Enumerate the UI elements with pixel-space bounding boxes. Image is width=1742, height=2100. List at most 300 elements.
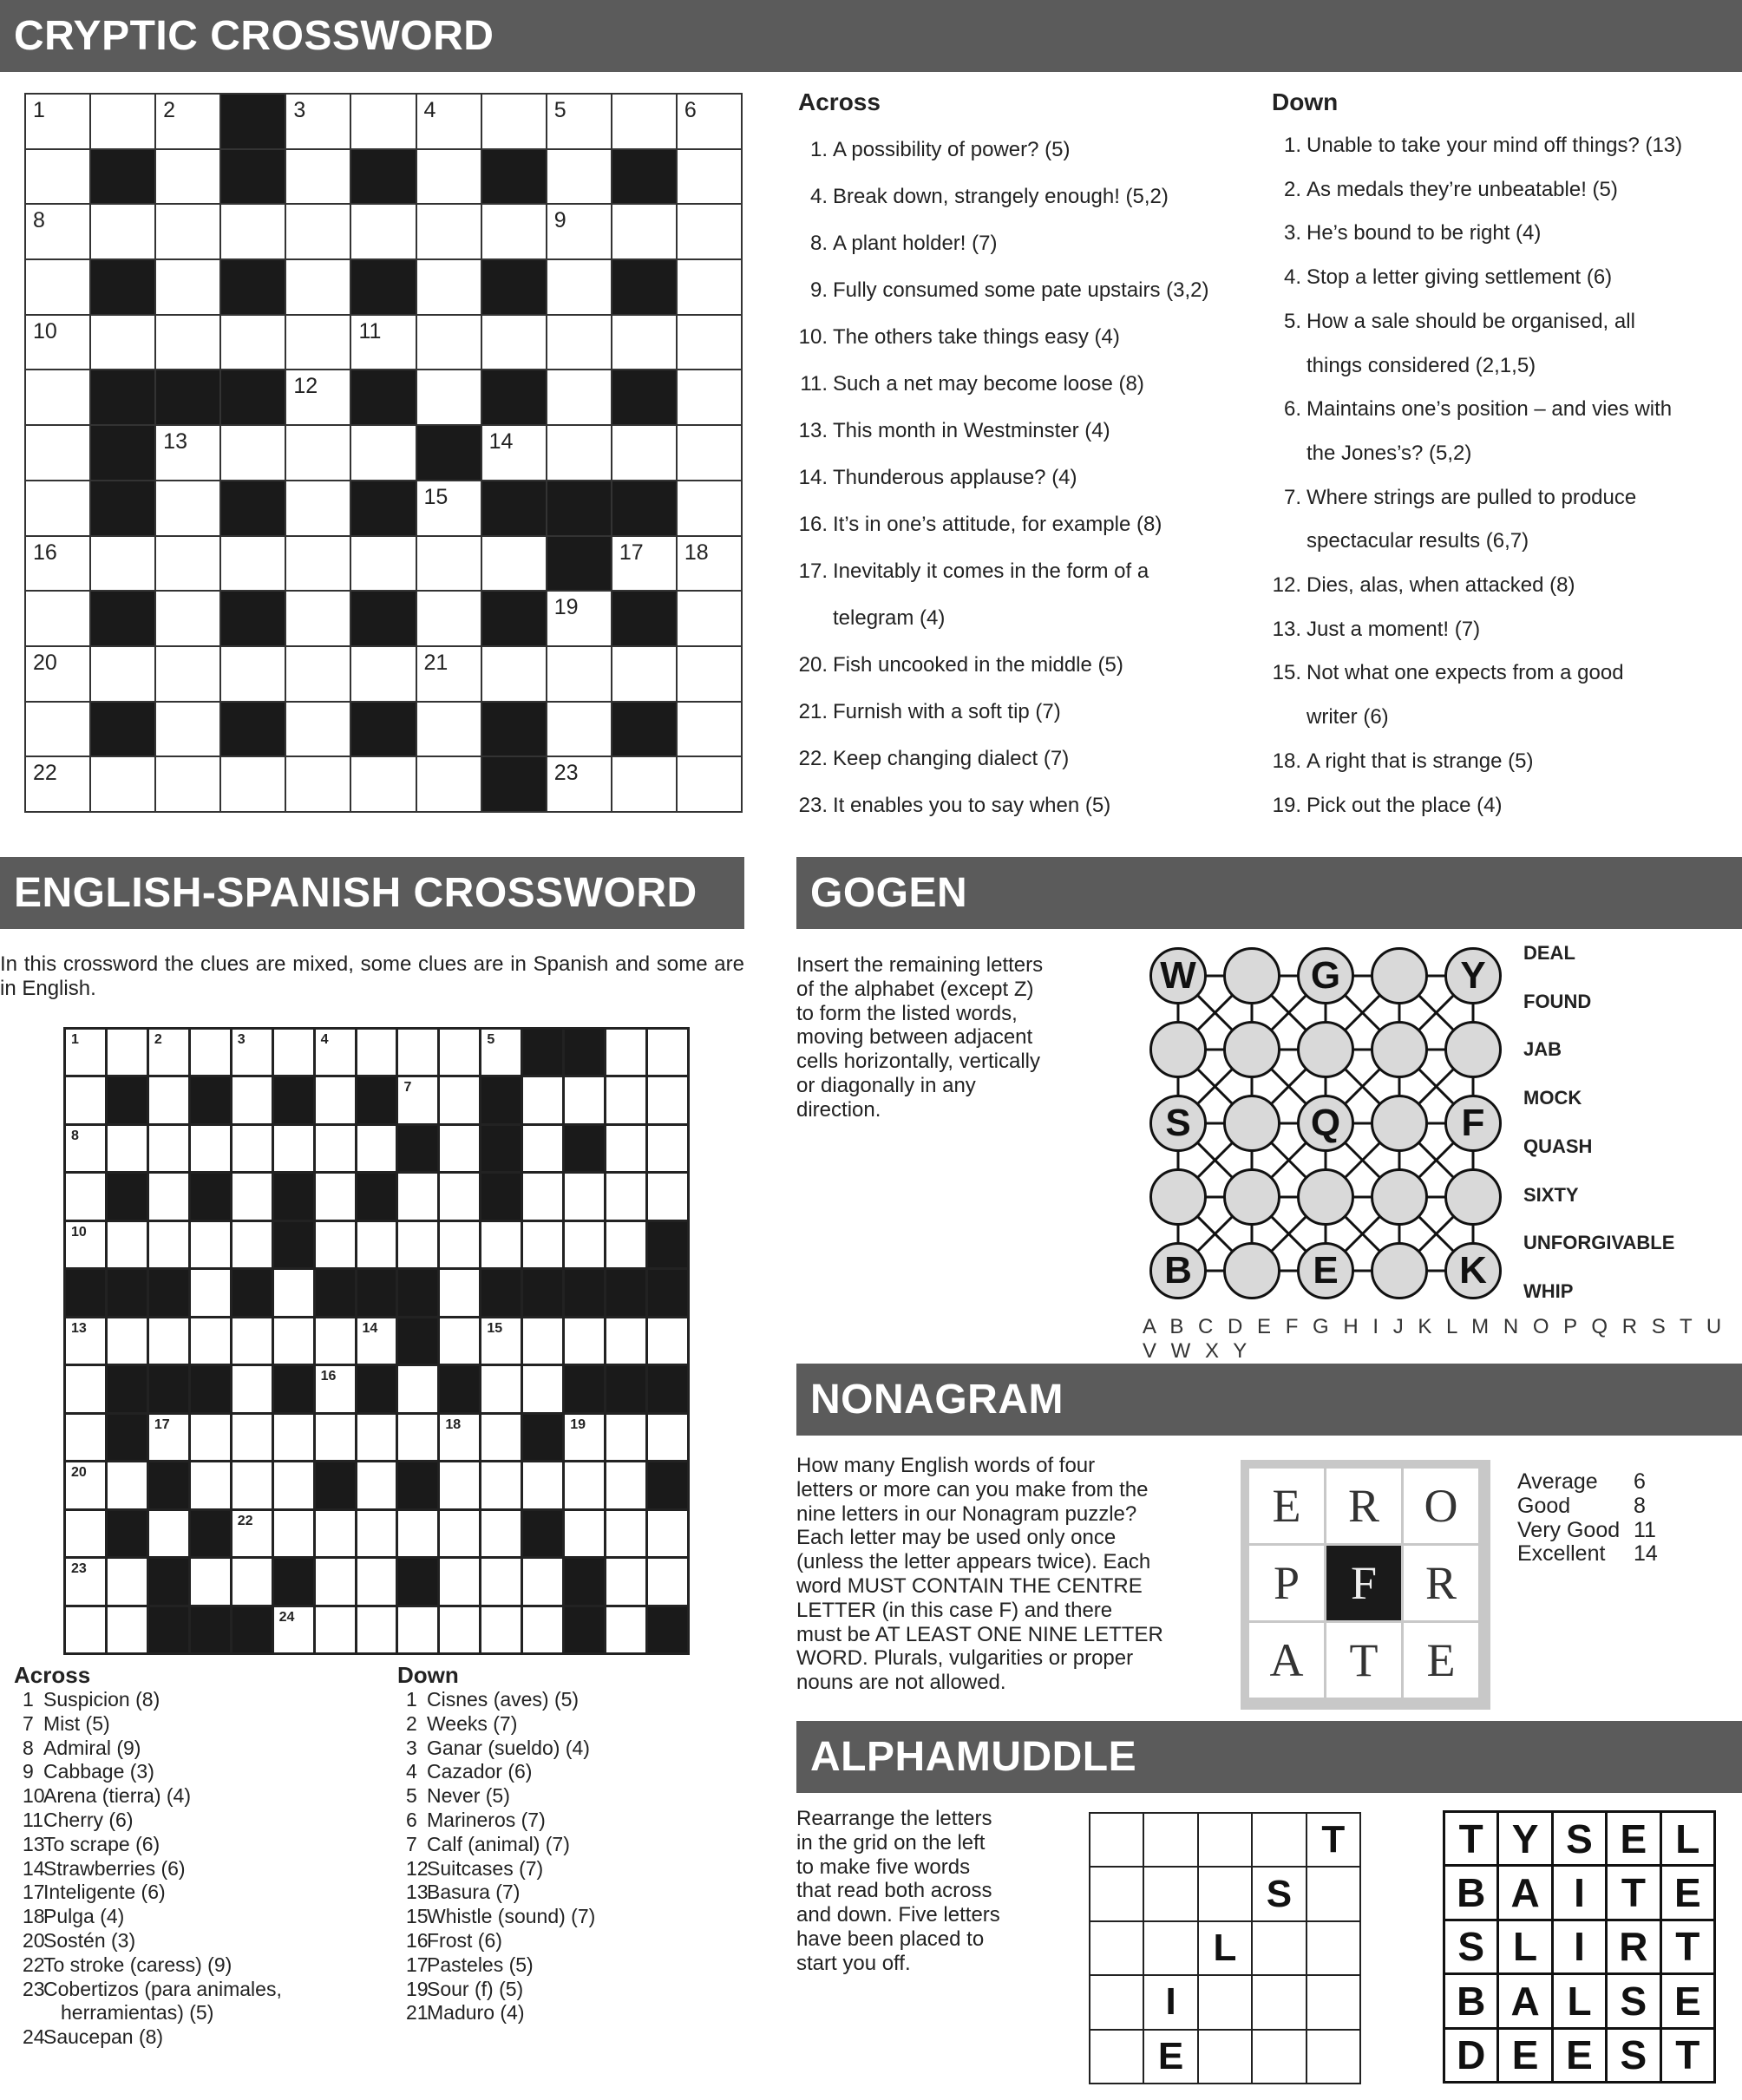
crossword-cell[interactable] [66,1607,108,1655]
crossword-cell[interactable] [482,647,547,703]
black-square [482,592,547,647]
empty-cell[interactable] [1090,1868,1144,1921]
crossword-cell[interactable] [547,370,612,426]
crossword-cell[interactable] [91,537,156,592]
crossword-cell[interactable] [678,205,743,260]
empty-cell[interactable] [1253,1814,1306,1868]
crossword-cell[interactable] [66,1030,108,1077]
crossword-cell[interactable] [232,1030,274,1077]
empty-cell[interactable] [1199,1976,1253,2030]
crossword-cell[interactable] [482,205,547,260]
crossword-cell[interactable] [398,1366,440,1414]
gogen-empty-cell[interactable] [1371,1242,1428,1299]
crossword-cell[interactable] [357,1318,399,1366]
crossword-cell[interactable] [606,1077,648,1125]
instruction-line: LETTER (in this case F) and there [796,1598,1113,1622]
crossword-cell[interactable] [417,703,482,758]
crossword-cell[interactable] [440,1030,481,1077]
clue-heading: Across [14,1662,91,1688]
empty-cell[interactable] [1253,2031,1306,2084]
crossword-cell[interactable] [678,426,743,481]
crossword-cell[interactable] [156,95,221,150]
crossword-cell[interactable] [547,592,612,647]
clue-text: Strawberries (6) [43,1856,186,1880]
crossword-cell[interactable] [481,1511,523,1559]
empty-cell[interactable] [1253,1922,1306,1976]
gogen-empty-cell[interactable] [1371,947,1428,1004]
crossword-cell[interactable] [286,592,351,647]
crossword-cell[interactable] [417,260,482,316]
crossword-cell[interactable] [547,316,612,371]
crossword-cell[interactable] [547,205,612,260]
crossword-cell[interactable] [221,757,286,813]
crossword-cell[interactable] [286,537,351,592]
crossword-cell[interactable] [191,1559,232,1606]
crossword-cell[interactable] [357,1607,399,1655]
crossword-cell[interactable] [26,316,91,371]
crossword-cell[interactable] [91,757,156,813]
crossword-cell[interactable] [678,95,743,150]
crossword-cell[interactable] [156,703,221,758]
crossword-cell[interactable] [565,1318,606,1366]
crossword-cell[interactable] [316,1415,357,1462]
crossword-cell[interactable] [398,1222,440,1270]
crossword-cell[interactable] [156,316,221,371]
crossword-cell[interactable] [440,1511,481,1559]
crossword-cell[interactable] [316,1559,357,1606]
crossword-cell[interactable] [66,1077,108,1125]
gogen-empty-cell[interactable] [1371,1095,1428,1152]
empty-cell[interactable] [1199,1814,1253,1868]
crossword-cell[interactable] [286,370,351,426]
crossword-cell[interactable] [26,150,91,206]
crossword-cell[interactable] [66,1126,108,1174]
crossword-cell[interactable] [286,95,351,150]
crossword-cell[interactable] [606,1559,648,1606]
crossword-cell[interactable] [286,426,351,481]
clue-number: 10. [798,325,828,349]
crossword-cell[interactable] [286,316,351,371]
crossword-cell[interactable] [606,1318,648,1366]
crossword-cell[interactable] [91,205,156,260]
gogen-empty-cell[interactable] [1444,1168,1502,1226]
crossword-cell[interactable] [26,426,91,481]
crossword-cell[interactable] [606,1462,648,1510]
crossword-cell[interactable] [612,647,678,703]
crossword-cell[interactable] [232,1415,274,1462]
crossword-cell[interactable] [66,1511,108,1559]
crossword-cell[interactable] [648,1511,690,1559]
crossword-cell[interactable] [156,757,221,813]
crossword-cell[interactable] [612,757,678,813]
crossword-cell[interactable] [274,1511,316,1559]
empty-cell[interactable] [1307,1976,1361,2030]
crossword-cell[interactable] [523,1462,565,1510]
crossword-cell[interactable] [351,757,416,813]
crossword-cell[interactable] [523,1174,565,1221]
crossword-cell[interactable] [648,1077,690,1125]
crossword-cell[interactable] [606,1222,648,1270]
empty-cell[interactable] [1144,1922,1198,1976]
crossword-cell[interactable] [417,647,482,703]
crossword-cell[interactable] [232,1126,274,1174]
crossword-cell[interactable] [232,1366,274,1414]
empty-cell[interactable] [1144,1814,1198,1868]
crossword-cell[interactable] [440,1126,481,1174]
crossword-cell[interactable] [440,1559,481,1606]
crossword-cell[interactable] [91,316,156,371]
gogen-letter-cell: W [1149,947,1207,1004]
crossword-cell[interactable] [66,1222,108,1270]
crossword-cell[interactable] [481,1415,523,1462]
gogen-empty-cell[interactable] [1149,1168,1207,1226]
crossword-cell[interactable] [523,1077,565,1125]
empty-cell[interactable] [1090,2031,1144,2084]
crossword-cell[interactable] [26,481,91,537]
crossword-cell[interactable] [547,647,612,703]
empty-cell[interactable] [1090,1922,1144,1976]
crossword-cell[interactable] [417,150,482,206]
crossword-cell[interactable] [357,1511,399,1559]
crossword-cell[interactable] [482,537,547,592]
instruction-line: word MUST CONTAIN THE CENTRE [796,1573,1143,1598]
crossword-cell[interactable] [547,703,612,758]
crossword-cell[interactable] [357,1222,399,1270]
crossword-cell[interactable] [316,1318,357,1366]
crossword-cell[interactable] [351,426,416,481]
crossword-cell[interactable] [91,95,156,150]
crossword-cell[interactable] [606,1511,648,1559]
crossword-cell[interactable] [440,1415,481,1462]
crossword-cell[interactable] [232,1222,274,1270]
crossword-cell[interactable] [565,1415,606,1462]
crossword-cell[interactable] [286,647,351,703]
black-square [351,703,416,758]
crossword-cell[interactable] [440,1174,481,1221]
crossword-cell[interactable] [357,1559,399,1606]
crossword-cell[interactable] [149,1415,191,1462]
crossword-cell[interactable] [316,1222,357,1270]
crossword-cell[interactable] [286,757,351,813]
crossword-cell[interactable] [286,481,351,537]
crossword-cell[interactable] [191,1415,232,1462]
clue-item [793,267,1209,314]
crossword-cell[interactable] [316,1174,357,1221]
crossword-cell[interactable] [274,1030,316,1077]
empty-cell[interactable] [1307,2031,1361,2084]
crossword-cell[interactable] [417,205,482,260]
crossword-cell[interactable] [417,95,482,150]
gogen-empty-cell[interactable] [1371,1168,1428,1226]
empty-cell[interactable] [1253,1976,1306,2030]
crossword-cell[interactable] [66,1415,108,1462]
crossword-cell[interactable] [316,1030,357,1077]
crossword-cell[interactable] [523,1126,565,1174]
crossword-cell[interactable] [678,647,743,703]
crossword-cell[interactable] [191,1126,232,1174]
crossword-cell[interactable] [648,1559,690,1606]
crossword-cell[interactable] [417,481,482,537]
crossword-cell[interactable] [678,481,743,537]
gogen-empty-cell[interactable] [1297,1168,1354,1226]
crossword-cell[interactable] [565,1511,606,1559]
crossword-cell[interactable] [191,1318,232,1366]
crossword-cell[interactable] [156,205,221,260]
gogen-empty-cell[interactable] [1444,1021,1502,1078]
crossword-cell[interactable] [417,757,482,813]
crossword-cell[interactable] [606,1415,648,1462]
crossword-cell[interactable] [440,1270,481,1318]
crossword-cell[interactable] [232,1174,274,1221]
crossword-cell[interactable] [648,1126,690,1174]
crossword-cell[interactable] [274,1462,316,1510]
crossword-cell[interactable] [26,703,91,758]
crossword-cell[interactable] [316,1366,357,1414]
black-square [612,260,678,316]
crossword-cell[interactable] [612,205,678,260]
crossword-cell[interactable] [648,1318,690,1366]
gogen-empty-cell[interactable] [1223,947,1280,1004]
crossword-cell[interactable] [26,370,91,426]
crossword-cell[interactable] [91,647,156,703]
crossword-cell[interactable] [523,1559,565,1606]
crossword-cell[interactable] [108,1318,149,1366]
gogen-empty-cell[interactable] [1223,1242,1280,1299]
crossword-cell[interactable] [156,537,221,592]
crossword-cell[interactable] [482,316,547,371]
crossword-cell[interactable] [149,1174,191,1221]
gogen-empty-cell[interactable] [1149,1021,1207,1078]
empty-cell[interactable] [1199,2031,1253,2084]
crossword-cell[interactable] [191,1222,232,1270]
crossword-cell[interactable] [149,1030,191,1077]
crossword-cell[interactable] [274,1415,316,1462]
crossword-cell[interactable] [351,316,416,371]
crossword-cell[interactable] [678,592,743,647]
crossword-cell[interactable] [417,370,482,426]
crossword-cell[interactable] [274,1270,316,1318]
crossword-cell[interactable] [26,647,91,703]
letter-cell: T [1662,1921,1716,1975]
crossword-cell[interactable] [286,150,351,206]
crossword-cell[interactable] [149,1511,191,1559]
crossword-cell[interactable] [565,1077,606,1125]
crossword-cell[interactable] [286,205,351,260]
crossword-cell[interactable] [398,1607,440,1655]
crossword-cell[interactable] [440,1318,481,1366]
crossword-cell[interactable] [351,647,416,703]
crossword-cell[interactable] [26,592,91,647]
crossword-cell[interactable] [481,1559,523,1606]
gogen-empty-cell[interactable] [1223,1168,1280,1226]
crossword-cell[interactable] [565,1174,606,1221]
crossword-cell[interactable] [606,1030,648,1077]
crossword-cell[interactable] [565,1222,606,1270]
crossword-cell[interactable] [274,1607,316,1655]
crossword-cell[interactable] [156,592,221,647]
crossword-cell[interactable] [678,370,743,426]
crossword-cell[interactable] [232,1077,274,1125]
crossword-cell[interactable] [149,1318,191,1366]
crossword-cell[interactable] [547,150,612,206]
crossword-cell[interactable] [612,316,678,371]
crossword-cell[interactable] [66,1174,108,1221]
crossword-cell[interactable] [191,1030,232,1077]
crossword-cell[interactable] [232,1318,274,1366]
crossword-cell[interactable] [156,481,221,537]
empty-cell[interactable] [1307,1868,1361,1921]
clue-number: 1 [33,98,45,122]
clue-text: This month in Westminster (4) [833,419,1110,442]
gogen-empty-cell[interactable] [1371,1021,1428,1078]
clue-text: Marineros (7) [427,1808,546,1831]
crossword-cell[interactable] [612,537,678,592]
crossword-cell[interactable] [357,1462,399,1510]
crossword-cell[interactable] [108,1030,149,1077]
crossword-cell[interactable] [156,150,221,206]
clue-text: Inevitably it comes in the form of a [833,559,1149,583]
crossword-cell[interactable] [678,150,743,206]
crossword-cell[interactable] [351,95,416,150]
crossword-cell[interactable] [481,1366,523,1414]
crossword-cell[interactable] [606,1174,648,1221]
crossword-cell[interactable] [274,1126,316,1174]
crossword-cell[interactable] [286,703,351,758]
crossword-cell[interactable] [351,537,416,592]
crossword-cell[interactable] [482,95,547,150]
crossword-cell[interactable] [398,1174,440,1221]
crossword-cell[interactable] [678,537,743,592]
crossword-cell[interactable] [678,703,743,758]
crossword-cell[interactable] [417,316,482,371]
crossword-cell[interactable] [108,1126,149,1174]
empty-cell[interactable] [1199,1868,1253,1921]
crossword-cell[interactable] [108,1607,149,1655]
crossword-cell[interactable] [357,1126,399,1174]
crossword-cell[interactable] [156,426,221,481]
crossword-cell[interactable] [440,1462,481,1510]
crossword-cell[interactable] [316,1607,357,1655]
crossword-cell[interactable] [547,757,612,813]
crossword-cell[interactable] [26,757,91,813]
crossword-cell[interactable] [678,316,743,371]
crossword-cell[interactable] [316,1077,357,1125]
crossword-cell[interactable] [221,316,286,371]
crossword-cell[interactable] [440,1077,481,1125]
crossword-cell[interactable] [440,1607,481,1655]
crossword-cell[interactable] [523,1318,565,1366]
crossword-cell[interactable] [482,426,547,481]
crossword-cell[interactable] [547,260,612,316]
crossword-cell[interactable] [156,260,221,316]
clue-number: 18 [445,1416,462,1432]
crossword-cell[interactable] [232,1559,274,1606]
crossword-cell[interactable] [481,1607,523,1655]
crossword-cell[interactable] [108,1559,149,1606]
crossword-cell[interactable] [547,95,612,150]
crossword-cell[interactable] [26,205,91,260]
crossword-cell[interactable] [156,647,221,703]
crossword-cell[interactable] [417,592,482,647]
crossword-cell[interactable] [481,1318,523,1366]
crossword-cell[interactable] [286,260,351,316]
crossword-cell[interactable] [26,260,91,316]
crossword-cell[interactable] [481,1222,523,1270]
crossword-cell[interactable] [440,1222,481,1270]
gogen-empty-cell[interactable] [1223,1021,1280,1078]
gogen-letter-cell: Y [1444,947,1502,1004]
gogen-empty-cell[interactable] [1223,1095,1280,1152]
crossword-cell[interactable] [26,95,91,150]
empty-cell[interactable] [1307,1922,1361,1976]
crossword-cell[interactable] [357,1030,399,1077]
crossword-cell[interactable] [678,260,743,316]
crossword-cell[interactable] [547,426,612,481]
crossword-cell[interactable] [398,1077,440,1125]
crossword-cell[interactable] [351,205,416,260]
crossword-cell[interactable] [232,1511,274,1559]
crossword-cell[interactable] [191,1462,232,1510]
crossword-cell[interactable] [274,1318,316,1366]
crossword-cell[interactable] [612,95,678,150]
clue-number: 17 [619,540,644,565]
crossword-cell[interactable] [481,1030,523,1077]
clue-number: 19 [553,595,579,620]
crossword-cell[interactable] [398,1511,440,1559]
crossword-cell[interactable] [398,1030,440,1077]
crossword-cell[interactable] [221,647,286,703]
empty-cell[interactable] [1144,1868,1198,1921]
crossword-cell[interactable] [221,205,286,260]
crossword-cell[interactable] [648,1174,690,1221]
black-square [606,1270,648,1318]
crossword-cell[interactable] [66,1318,108,1366]
crossword-cell[interactable] [606,1126,648,1174]
crossword-cell[interactable] [108,1222,149,1270]
crossword-cell[interactable] [66,1462,108,1510]
crossword-cell[interactable] [398,1415,440,1462]
crossword-cell[interactable] [191,1270,232,1318]
crossword-cell[interactable] [481,1462,523,1510]
gogen-empty-cell[interactable] [1297,1021,1354,1078]
crossword-cell[interactable] [606,1607,648,1655]
crossword-cell[interactable] [26,537,91,592]
crossword-cell[interactable] [523,1366,565,1414]
crossword-cell[interactable] [149,1077,191,1125]
crossword-cell[interactable] [221,426,286,481]
crossword-cell[interactable] [108,1462,149,1510]
crossword-cell[interactable] [66,1559,108,1606]
crossword-cell[interactable] [523,1607,565,1655]
crossword-cell[interactable] [612,426,678,481]
empty-cell[interactable] [1090,1976,1144,2030]
crossword-cell[interactable] [316,1511,357,1559]
crossword-cell[interactable] [149,1222,191,1270]
crossword-cell[interactable] [232,1462,274,1510]
crossword-cell[interactable] [565,1462,606,1510]
crossword-cell[interactable] [678,757,743,813]
crossword-cell[interactable] [357,1415,399,1462]
crossword-cell[interactable] [316,1126,357,1174]
empty-cell[interactable] [1090,1814,1144,1868]
crossword-cell[interactable] [66,1366,108,1414]
crossword-cell[interactable] [417,537,482,592]
crossword-cell[interactable] [648,1415,690,1462]
crossword-cell[interactable] [523,1222,565,1270]
crossword-cell[interactable] [648,1030,690,1077]
crossword-cell[interactable] [149,1126,191,1174]
crossword-cell[interactable] [221,537,286,592]
